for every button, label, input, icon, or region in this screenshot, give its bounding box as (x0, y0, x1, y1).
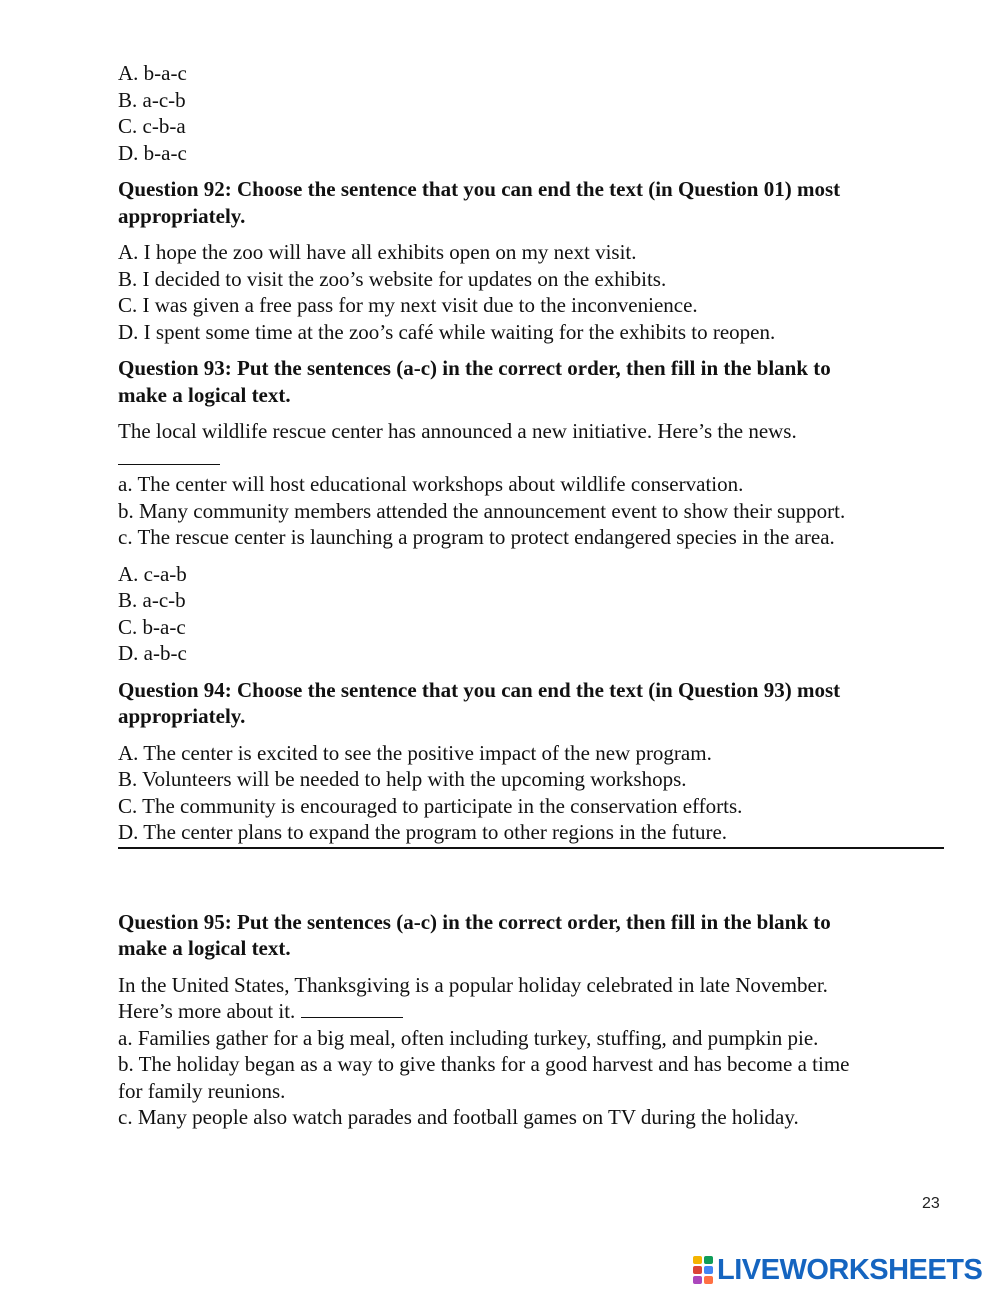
q93-sentence-b: b. Many community members attended the announcement event to show their support. (118, 498, 846, 523)
question-94 (118, 677, 944, 849)
question-95-title-line-1: Question 95: Put the sentences (a-c) in the correct order, then fill in the blank to (118, 909, 831, 934)
q93-option-c[interactable]: C. b-a-c (118, 614, 186, 639)
question-94-title (118, 677, 944, 730)
q93-option-a[interactable]: A. c-a-b (118, 561, 187, 586)
q92-option-a[interactable]: A. I hope the zoo will have all exhibits open on my next visit. (118, 240, 637, 264)
q95-intro-text: Here’s more about it. (118, 999, 296, 1023)
q93-answer-blank[interactable] (118, 446, 220, 465)
question-93-title-line-1: Question 93: Put the sentences (a-c) in the correct order, then fill in the blank to (118, 356, 831, 380)
liveworksheets-logo (692, 1252, 982, 1288)
question-94-title-line-1: Question 94: Choose the sentence that you can end the text (in Question 93) most (118, 677, 841, 702)
question-95-title (118, 909, 944, 962)
q93-sentence-c: c. The rescue center is launching a program to protect endangered species in the area. (118, 525, 835, 549)
question-94-title-line-2: appropriately. (118, 704, 246, 728)
option-c[interactable]: C. c-b-a (118, 114, 186, 138)
question-92-title-line-1: Question 92: Choose the sentence that you can end the text (in Question 01) most (118, 177, 841, 201)
option-b[interactable]: B. a-c-b (118, 87, 186, 112)
question-92-title-line-2: appropriately. (118, 203, 246, 228)
q94-option-c[interactable]: C. The community is encouraged to participate in the conservation efforts. (118, 793, 743, 818)
option-a[interactable]: A. b-a-c (118, 61, 187, 85)
q92-option-c[interactable]: C. I was given a free pass for my next visit due to the inconvenience. (118, 293, 698, 317)
q95-sentence-c: c. Many people also watch parades and football games on TV during the holiday. (118, 1105, 799, 1129)
q95-sentence-a: a. Families gather for a big meal, often including turkey, stuffing, and pumpkin pie. (118, 1025, 819, 1050)
q92-option-d[interactable]: D. I spent some time at the zoo’s café while waiting for the exhibits to reopen. (118, 319, 776, 344)
q93-intro: The local wildlife rescue center has announced a new initiative. Here’s the news. (118, 419, 797, 443)
q93-option-b[interactable]: B. a-c-b (118, 588, 186, 612)
page-number: 23 (922, 1195, 940, 1212)
worksheet-page (118, 60, 944, 1131)
q93-option-d[interactable]: D. a-b-c (118, 641, 187, 665)
question-93 (118, 355, 944, 667)
top-options (118, 60, 944, 166)
question-92-title (118, 176, 944, 229)
q94-option-a[interactable]: A. The center is excited to see the positive impact of the new program. (118, 740, 712, 765)
question-93-title-line-2: make a logical text. (118, 382, 291, 407)
option-d[interactable]: D. b-a-c (118, 140, 187, 165)
q94-option-d[interactable]: D. The center plans to expand the program to other regions in the future. (118, 819, 944, 849)
q95-sentence-b: b. The holiday began as a way to give thanks for a good harvest and has become a time (118, 1052, 850, 1076)
q94-option-b[interactable]: B. Volunteers will be needed to help with the upcoming workshops. (118, 767, 687, 791)
liveworksheets-logo-text: LIVEWORKSHEETS (717, 1253, 983, 1286)
q93-blank-row (118, 445, 944, 472)
question-92 (118, 176, 944, 345)
q95-intro-line-2 (118, 998, 944, 1025)
question-95 (118, 909, 944, 1131)
q93-sentence-a: a. The center will host educational workshops about wildlife conservation. (118, 472, 744, 496)
q95-sentence-b-cont: for family reunions. (118, 1078, 286, 1103)
liveworksheets-logo-icon (692, 1255, 714, 1285)
question-93-title (118, 355, 944, 408)
question-95-title-line-2: make a logical text. (118, 936, 291, 960)
q92-option-b[interactable]: B. I decided to visit the zoo’s website for updates on the exhibits. (118, 266, 667, 291)
q95-answer-blank[interactable] (301, 999, 403, 1018)
q95-intro-line-1: In the United States, Thanksgiving is a popular holiday celebrated in late November. (118, 972, 828, 997)
